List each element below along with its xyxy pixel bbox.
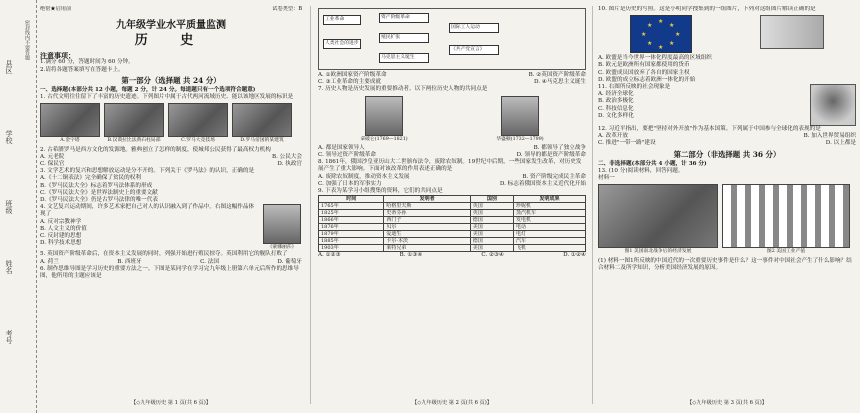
option: B. 公民大会 (271, 153, 302, 160)
option: B. 资产阶级完成民主革命 (522, 173, 586, 180)
mind-map-diagram (318, 8, 586, 70)
inventions-table (318, 195, 586, 252)
table-cell: 飞机 (514, 245, 586, 252)
image-caption: 《蒙娜丽莎》 (267, 245, 297, 251)
option: A. 废除农奴制度，推动资本主义发展 (318, 173, 410, 180)
roman-building-image (232, 103, 292, 137)
image-caption: 图2 美国工业产值 (766, 249, 806, 255)
table-cell: 1876年 (319, 224, 384, 231)
option: A. 荷兰 (40, 258, 59, 265)
industry-chart-image (722, 184, 850, 248)
mind-map-node: 国际工人运动 (449, 23, 499, 33)
option: B. 加入世界贸易组织 (803, 133, 856, 140)
table-row (319, 245, 586, 252)
option: C.《罗马民法大全》是世界法制史上的重要文献 (40, 189, 158, 196)
option: C. 领导过资产阶级革命 (318, 152, 376, 159)
table-cell: 德国 (470, 238, 513, 245)
q2-stem: 2. 古希腊罗马是西方文化的发源地。雅典创立了怎样的制度，使城邦公民获得了最高权力机构 (40, 146, 271, 153)
q5-stem: 5. 英国资产阶级革命后，在资本主义发展的同时，列强开始进行殖民掠夺。英国利用它的舰队打败了 (40, 251, 288, 258)
option: D. ①②④ (563, 252, 586, 259)
table-header: 时间 (319, 196, 384, 203)
image-caption: 拿破仑(1769—1821) (360, 136, 408, 142)
option: A.《十二铜表法》完全确保了贫民的权利 (40, 175, 141, 182)
q13-images (598, 184, 856, 255)
option: A. 反对宗教神学 (40, 218, 82, 225)
option: C. 欧盟成员国放弃了各自的国家主权 (598, 69, 690, 76)
page-footer: 【◇九年级历史 第 1 页(共 6 页)】 (131, 399, 211, 406)
option: C. 法国 (200, 258, 219, 265)
option: D. 科学技术思想 (40, 240, 82, 247)
option: B. 政治多极化 (598, 98, 634, 105)
table-cell: 1903年 (319, 245, 384, 252)
table-row (319, 217, 586, 224)
paper-type: 试卷类型：B (272, 6, 302, 12)
option: D. 葡萄牙 (277, 258, 302, 265)
image-caption: B.汉谟拉比法典石柱局部 (107, 138, 161, 144)
table-cell: 史蒂芬孙 (384, 210, 470, 217)
q3-stem: 3. 文学艺术的复兴和思想解放运动是分不开的。下列关于《罗马法》的认识，正确的是 (40, 168, 255, 175)
mind-map-node: 资产阶级革命 (379, 13, 429, 23)
q13-text: (1) 材料一图1所反映的中国近代的一次重要历史事件是什么？这一事件对中国社会产生了什么影响？结合材料二及所学知识，分析美国经济发展的原因。 (598, 257, 852, 271)
table-row (319, 238, 586, 245)
table-cell: 1879年 (319, 231, 384, 238)
mind-map-node: 《共产党宣言》 (449, 45, 499, 55)
q10-stem: 10. 图片是历史的写照。这是小明同学搜集到的一组图片，下列对这组图片解读正确的是 (598, 6, 816, 12)
table-row (319, 210, 586, 217)
table-cell: 美国 (470, 224, 513, 231)
q11-stem: 11. 右图所反映的社会现象是 (598, 84, 671, 91)
binding-label: 考号 (5, 330, 13, 344)
option: A. 元老院 (40, 153, 65, 160)
mind-map-node: 工业革命 (323, 15, 361, 25)
exam-title: 九年级学业水平质量监测 (116, 20, 226, 32)
column-divider (592, 6, 593, 404)
image-caption: A.金字塔 (60, 138, 80, 144)
table-header: 国别 (470, 196, 513, 203)
page-3-column (598, 6, 856, 406)
q1-stem: 1. 古代文明往往留下了丰富的历史遗迹。下列图片中属于古代两河流域历史、能以该地区发展的标识是 (40, 94, 294, 101)
part2-instruction: 二、非选择题(本部分共 4 小题，计 36 分) (598, 160, 707, 167)
q7-images (318, 96, 586, 143)
option: B. ②英国资产阶级革命 (528, 72, 586, 78)
q12-stem: 12. 习近平指出，要把"坚持对外开放"作为基本国策。下列属于中国参与全球化的表现的是 (598, 126, 821, 133)
option: D. 文化多样化 (598, 112, 634, 119)
option: C. 加强了日本的军事实力 (318, 180, 382, 187)
option: A. 都是国家领导人 (318, 144, 365, 151)
table-cell: 德国 (470, 217, 513, 224)
option: C. 科技信息化 (598, 105, 634, 112)
option: D.《罗马民法大全》仍是古罗马法律的唯一代表 (40, 197, 158, 204)
q6-stem: 6. 制作思维导图是学习历史的重要方法之一。下图是某同学在学习完九年级上册第六单元后所作的思维导图，他所用的主题应该是 (40, 265, 299, 280)
table-cell: 美国 (470, 231, 513, 238)
notice-item: 1.满分 60 分，答题时间为 60 分钟。 (40, 59, 134, 66)
secret-label: 绝密★启用前 (40, 6, 72, 12)
option: B. 西班牙 (117, 258, 142, 265)
table-cell: 珍妮机 (514, 203, 586, 210)
option: C. 推进"一带一路"建设 (598, 140, 656, 147)
binding-label: 班级 (5, 200, 13, 214)
part1-instruction: 一、选择题(本部分共 12 小题，每题 2 分，计 24 分。每道题只有一个选项符合题意) (40, 87, 256, 94)
q7-stem: 7. 历史人物是历史发展的重要推动者。以下两位历史人物的共同点是 (318, 86, 488, 93)
page-2-column (318, 6, 586, 406)
table-cell: 1885年 (319, 238, 384, 245)
table-row (319, 224, 586, 231)
page-1-column (40, 6, 302, 406)
q10-images (598, 15, 856, 53)
table-header: 发明者 (384, 196, 470, 203)
q9-stem: 9. 下表为某学习小组搜集的资料，它们的共同点是 (318, 188, 443, 195)
table-row (319, 231, 586, 238)
mind-map-node: 人类社会的进步 (323, 39, 361, 49)
part2-title: 第二部分（非选择题 共 36 分） (673, 149, 781, 159)
option: D. ④马克思主义诞生 (533, 79, 586, 86)
option: B. ①③④ (399, 252, 423, 259)
table-cell: 汽车 (514, 238, 586, 245)
notice-item: 2.请将各题答案填写在答题卡上。 (40, 66, 124, 73)
option: C. ③工业革命的主要成就 (318, 79, 381, 86)
image-caption: 图1 美国南北战争后的经济发展 (624, 249, 692, 255)
binding-label: 县区 (5, 60, 13, 74)
mind-map-node: 殖民扩张 (379, 33, 429, 43)
civil-war-photo (598, 184, 718, 248)
eu-flag-image: ★ ★ ★ ★ ★ ★ ★ ★ (630, 15, 692, 53)
mona-lisa-image (263, 204, 301, 244)
table-cell: 1825年 (319, 210, 384, 217)
colosseum-image (168, 103, 228, 137)
option: A. ①欧洲国家资产阶级革命 (318, 72, 387, 78)
option: A. ①②③ (318, 252, 341, 259)
table-cell: 爱迪生 (384, 231, 470, 238)
image-caption: D.罗马帝国的某建筑 (240, 138, 284, 144)
table-cell: 发电机 (514, 217, 586, 224)
table-cell: 英国 (470, 210, 513, 217)
q4-stem: 4. 文艺复兴运动期间，许多艺术家把自己对人的认识融入到了作品中。右图这幅作品体现了 (40, 204, 255, 218)
pyramid-image (40, 103, 100, 137)
option: C. 反封建的思想 (40, 233, 82, 240)
option: A. 经济全球化 (598, 91, 634, 98)
column-divider (310, 6, 311, 404)
globalization-tree-image (810, 84, 856, 126)
option: A. 改革开放 (598, 133, 628, 140)
option: B.《罗马民法大全》标志着罗马法体系的形成 (40, 182, 153, 189)
part1-title: 第一部分（选择题 共 24 分） (121, 75, 221, 85)
mind-map-node: 马克思主义诞生 (379, 53, 429, 63)
option: D. 领导的都是资产阶级革命 (516, 152, 586, 159)
option: D. 欧盟的成立标志着欧洲一体化的开始 (598, 76, 696, 83)
image-caption: 华盛顿(1732—1799) (496, 136, 544, 142)
option: C. 保民官 (40, 161, 65, 168)
option: D. 以上都是 (825, 140, 856, 147)
option: A. 欧盟是当今世界一体化程度最高的区域组织 (598, 55, 712, 62)
table-cell: 蒸汽机车 (514, 210, 586, 217)
page-footer: 【◇九年级历史 第 2 页(共 6 页)】 (412, 399, 492, 406)
option: C. ②③④ (481, 252, 505, 259)
binding-label: 姓名 (5, 260, 13, 274)
table-cell: 英国 (470, 203, 513, 210)
page-footer: 【◇九年级历史 第 3 页(共 6 页)】 (687, 399, 767, 406)
option: B. 欧元是欧洲所有国家都使用的货币 (598, 62, 690, 69)
exam-subject: 历 史 (134, 33, 208, 49)
q8-stem: 8. 1861年，俄国沙皇亚历山大二世颁布法令，废除农奴制。19世纪中后期，一些国家发生改革，对历史发展产生了重大影响。下面对该改革的作用表述正确的是 (318, 159, 582, 173)
table-cell: 西门子 (384, 217, 470, 224)
table-cell: 1765年 (319, 203, 384, 210)
table-header: 发明成果 (514, 196, 586, 203)
table-cell: 卡尔·本茨 (384, 238, 470, 245)
table-cell: 哈格里夫斯 (384, 203, 470, 210)
table-cell: 莱特兄弟 (384, 245, 470, 252)
table-cell: 电灯 (514, 231, 586, 238)
material-label: 材料一 (598, 175, 615, 182)
binding-cut-note: 密封线内不要答题 (24, 20, 30, 60)
q1-images (40, 103, 302, 144)
option: B. 都领导了独立战争 (533, 144, 586, 151)
table-cell: 电话 (514, 224, 586, 231)
table-row (319, 203, 586, 210)
option: D. 标志着俄国资本主义近代化开始 (499, 180, 586, 187)
washington-portrait (501, 96, 539, 136)
table-cell: 美国 (470, 245, 513, 252)
table-cell: 贝尔 (384, 224, 470, 231)
binding-label: 学校 (5, 130, 13, 144)
image-caption: C.罗马大竞技场 (181, 138, 215, 144)
q13-stem: 13. (10 分)阅读材料，回答问题。 (598, 168, 684, 175)
napoleon-portrait (365, 96, 403, 136)
euro-banknote-image (760, 15, 824, 49)
binding-margin (0, 0, 37, 413)
code-stele-image (104, 103, 164, 137)
option: B. 人文主义的价值 (40, 225, 87, 232)
table-cell: 1866年 (319, 217, 384, 224)
notice-heading: 注意事项： (40, 51, 75, 61)
option: D. 执政官 (277, 161, 302, 168)
